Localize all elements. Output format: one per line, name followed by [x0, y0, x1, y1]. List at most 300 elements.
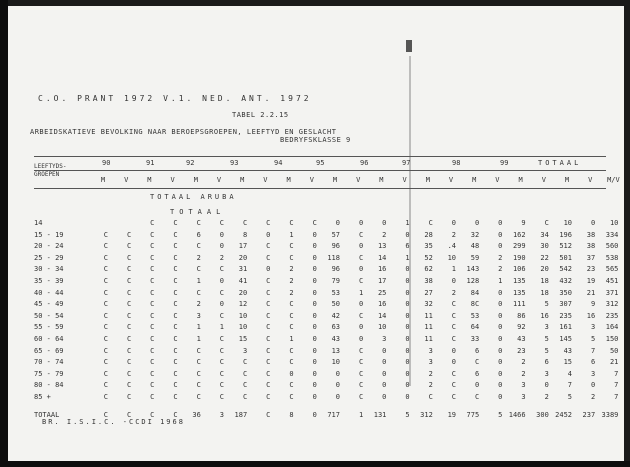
sub-header: V [170, 176, 175, 184]
value-cell: 3 [544, 369, 549, 378]
value-cell: 32 [470, 230, 480, 239]
value-cell: 14 [377, 311, 387, 320]
rule-top [34, 156, 606, 157]
table-row [34, 230, 619, 243]
value-cell: 20 [540, 265, 549, 274]
value-cell: 0 [312, 392, 317, 401]
table-row [34, 300, 619, 312]
table-row [34, 381, 619, 393]
value-cell: 1 [405, 219, 410, 227]
value-cell: 3 [219, 410, 224, 419]
value-cell: C [219, 392, 224, 401]
table-row [34, 219, 619, 231]
value-cell: C [150, 253, 155, 262]
value-cell: 0 [358, 242, 364, 251]
value-cell: 0 [405, 381, 410, 390]
sub-header: M [332, 176, 338, 184]
value-cell: C [150, 265, 155, 274]
sub-header: M [193, 176, 198, 184]
value-cell: 0 [451, 346, 456, 355]
group-header: 90 [102, 159, 111, 167]
value-cell: 334 [605, 230, 619, 239]
value-cell: C [451, 369, 456, 378]
value-cell: C [103, 369, 108, 378]
value-cell: 17 [377, 276, 387, 285]
table-row [34, 392, 619, 405]
value-cell: C [150, 276, 155, 285]
value-cell: C [150, 358, 155, 367]
value-cell: 0 [544, 381, 549, 390]
table-number: TABEL 2.2.15 [232, 111, 289, 119]
value-cell: C [451, 300, 456, 309]
value-cell: C [103, 381, 108, 390]
value-cell: C [358, 358, 364, 367]
value-cell: 79 [331, 276, 340, 285]
value-cell: 2 [451, 230, 456, 239]
value-cell: 717 [327, 410, 340, 419]
value-cell: C [451, 334, 456, 343]
value-cell: C [126, 253, 132, 262]
document-header: C.O. PRANT 1972 V.1. NED. ANT. 1972 [38, 94, 312, 103]
value-cell: 235 [605, 311, 619, 320]
value-cell: 6 [544, 358, 549, 367]
value-cell: 190 [512, 253, 526, 262]
value-cell: C [103, 288, 108, 297]
value-cell: 38 [586, 230, 596, 239]
age-cell: 65 - 69 [34, 346, 64, 355]
value-cell: 2 [289, 265, 294, 274]
value-cell: 2 [498, 253, 503, 262]
value-cell: C [196, 242, 201, 251]
value-cell: 2 [428, 369, 433, 378]
value-cell: 150 [605, 334, 619, 343]
value-cell: 0 [312, 311, 317, 320]
sub-header: V [402, 176, 407, 184]
value-cell: 6 [196, 230, 201, 239]
value-cell: C [358, 369, 364, 378]
value-cell: 2 [544, 392, 549, 401]
group-header: 93 [230, 159, 239, 167]
sub-header: M [472, 176, 477, 184]
value-cell: C [196, 381, 201, 390]
value-cell: 8 [242, 230, 248, 239]
value-cell: 6 [590, 358, 596, 367]
value-cell: C [242, 369, 248, 378]
value-cell: C [266, 392, 271, 401]
value-cell: 2 [451, 288, 456, 297]
value-cell: C [219, 346, 224, 355]
value-cell: C [196, 346, 201, 355]
value-cell: 312 [605, 300, 619, 309]
value-cell: 10 [563, 219, 572, 227]
sub-header: V [588, 176, 593, 184]
value-cell: 143 [466, 265, 480, 274]
value-cell: 3 [196, 311, 201, 320]
value-cell: 19 [586, 276, 596, 285]
value-cell: 0 [312, 230, 317, 239]
value-cell: 3389 [601, 410, 619, 419]
value-cell: 7 [614, 381, 619, 390]
value-cell: C [451, 381, 456, 390]
value-cell: 5 [498, 410, 503, 419]
value-cell: 0 [405, 392, 410, 401]
value-cell: C [126, 323, 132, 332]
value-cell: C [289, 219, 294, 227]
value-cell: 42 [331, 311, 340, 320]
table-row [34, 323, 619, 335]
value-cell: 0 [312, 369, 317, 378]
value-cell: 0 [289, 369, 294, 378]
sub-header: V [356, 176, 361, 184]
value-cell: 111 [512, 300, 526, 309]
value-cell: C [150, 410, 155, 419]
value-cell: 31 [238, 265, 248, 274]
age-group-label-line2: GROEPEN [34, 171, 60, 178]
value-cell: 0 [312, 381, 317, 390]
value-cell: C [266, 369, 271, 378]
value-cell: C [103, 334, 108, 343]
value-cell: 37 [586, 253, 596, 262]
value-cell: 0 [405, 369, 410, 378]
value-cell: 7 [590, 346, 596, 355]
value-cell: 21 [586, 288, 596, 297]
data-table [34, 219, 619, 422]
value-cell: C [173, 323, 178, 332]
value-cell: C [219, 288, 224, 297]
value-cell: 3 [590, 323, 596, 332]
value-cell: 0 [451, 276, 456, 285]
value-cell: C [196, 369, 201, 378]
value-cell: 0 [474, 219, 480, 227]
table-row [34, 288, 619, 301]
table-row [34, 265, 619, 277]
age-cell: 14 [34, 219, 43, 227]
value-cell: 48 [470, 242, 480, 251]
value-cell: 131 [373, 410, 387, 419]
group-header: 96 [360, 159, 369, 167]
value-cell: 0 [498, 369, 503, 378]
group-header: 91 [146, 159, 155, 167]
sub-header: M [147, 176, 152, 184]
value-cell: C [173, 369, 178, 378]
value-cell: 5 [567, 392, 572, 401]
age-cell: 75 - 79 [34, 369, 64, 378]
value-cell: 542 [559, 265, 572, 274]
value-cell: 6 [474, 369, 480, 378]
value-cell: C [358, 392, 364, 401]
value-cell: 1 [405, 253, 410, 262]
value-cell: C [150, 334, 155, 343]
age-cell: 30 - 34 [34, 265, 64, 274]
value-cell: C [196, 288, 201, 297]
value-cell: 23 [586, 265, 596, 274]
value-cell: 96 [331, 265, 340, 274]
value-cell: C [173, 265, 178, 274]
value-cell: 0 [405, 276, 410, 285]
value-cell: C [358, 276, 364, 285]
value-cell: 0 [498, 300, 503, 309]
value-cell: 0 [405, 358, 410, 367]
value-cell: 0 [498, 323, 503, 332]
rule-bottom [34, 188, 606, 189]
value-cell: 6 [405, 242, 410, 251]
value-cell: 15 [563, 358, 572, 367]
value-cell: C [173, 334, 178, 343]
value-cell: C [289, 311, 294, 320]
group-header: 92 [186, 159, 195, 167]
value-cell: 0 [498, 381, 503, 390]
value-cell: 10 [377, 323, 387, 332]
value-cell: 5 [590, 334, 596, 343]
value-cell: 0 [312, 242, 317, 251]
value-cell: C [173, 242, 178, 251]
table-title: ARBEIDSKATIEVE BEVOLKING NAAR BEROEPSGROEPEN, LEEFTYD EN GESLACHT [30, 128, 337, 136]
value-cell: 30 [540, 242, 549, 251]
value-cell: 7 [567, 381, 572, 390]
value-cell: 0 [498, 242, 503, 251]
value-cell: 63 [331, 323, 340, 332]
value-cell: C [358, 253, 364, 262]
value-cell: 1 [196, 334, 201, 343]
value-cell: 135 [512, 276, 526, 285]
value-cell: C [103, 410, 108, 419]
age-cell: 70 - 74 [34, 358, 64, 367]
value-cell: C [150, 381, 155, 390]
value-cell: C [242, 392, 248, 401]
sub-header: M [564, 176, 570, 184]
value-cell: 0 [312, 265, 317, 274]
group-header: 97 [402, 159, 411, 167]
table-row [34, 311, 619, 324]
value-cell: C [358, 381, 364, 390]
value-cell: 0 [335, 369, 340, 378]
value-cell: 371 [605, 288, 619, 297]
value-cell: C [219, 369, 224, 378]
value-cell: 235 [559, 311, 572, 320]
value-cell: C [219, 265, 224, 274]
value-cell: C [126, 410, 132, 419]
value-cell: C [173, 346, 178, 355]
value-cell: 18 [540, 276, 549, 285]
value-cell: C [150, 346, 155, 355]
value-cell: 0 [358, 323, 364, 332]
value-cell: 6 [474, 346, 480, 355]
value-cell: C [126, 276, 132, 285]
value-cell: C [266, 358, 271, 367]
value-cell: C [428, 392, 433, 401]
age-cell: 55 - 59 [34, 323, 64, 332]
value-cell: 53 [470, 311, 480, 320]
scan-smudge [406, 40, 412, 52]
value-cell: C [103, 276, 108, 285]
value-cell: 0 [358, 300, 364, 309]
value-cell: 0 [382, 381, 387, 390]
sub-header: V [216, 176, 222, 184]
value-cell: 62 [424, 265, 433, 274]
sex-subheaders [34, 176, 620, 186]
value-cell: 451 [605, 276, 619, 285]
value-cell: 1 [289, 230, 294, 239]
value-cell: C [126, 300, 132, 309]
value-cell: 0 [405, 323, 410, 332]
sub-header: V [124, 176, 129, 184]
group-header: 95 [316, 159, 325, 167]
value-cell: C [242, 219, 248, 227]
value-cell: 0 [219, 276, 224, 285]
value-cell: C [428, 219, 433, 227]
value-cell: 300 [536, 410, 549, 419]
sub-header: V [448, 176, 454, 184]
value-cell: 16 [586, 311, 596, 320]
table-row [34, 369, 619, 382]
value-cell: 25 [377, 288, 387, 297]
value-cell: 0 [405, 311, 410, 320]
value-cell: C [103, 253, 108, 262]
value-cell: 20 [238, 253, 248, 262]
value-cell: 0 [498, 392, 503, 401]
value-cell: 0 [498, 311, 503, 320]
value-cell: 3 [544, 323, 549, 332]
value-cell: C [219, 381, 224, 390]
value-cell: 106 [512, 265, 526, 274]
value-cell: C [266, 334, 271, 343]
value-cell: 9 [521, 219, 526, 227]
value-cell: C [289, 381, 294, 390]
value-cell: 8C [470, 300, 480, 309]
value-cell: C [173, 230, 178, 239]
value-cell: 10 [238, 323, 248, 332]
value-cell: 11 [424, 334, 433, 343]
value-cell: C [219, 358, 224, 367]
value-cell: C [451, 323, 456, 332]
value-cell: 5 [405, 410, 410, 419]
value-cell: 36 [192, 410, 201, 419]
value-cell: 2 [521, 369, 526, 378]
value-cell: 0 [312, 300, 317, 309]
value-cell: C [242, 381, 248, 390]
value-cell: 10 [331, 358, 340, 367]
value-cell: 33 [470, 334, 480, 343]
value-cell: C [126, 392, 132, 401]
value-cell: C [150, 288, 155, 297]
value-cell: 43 [331, 334, 340, 343]
value-cell: 0 [405, 265, 410, 274]
age-cell: 80 - 84 [34, 381, 64, 390]
value-cell: 0 [590, 381, 596, 390]
value-cell: 565 [605, 265, 619, 274]
value-cell: 187 [234, 410, 248, 419]
value-cell: 5 [544, 346, 549, 355]
value-cell: C [266, 323, 271, 332]
table-row [34, 242, 619, 254]
value-cell: 92 [517, 323, 526, 332]
value-cell: 0 [498, 219, 503, 227]
value-cell: 38 [424, 276, 433, 285]
value-cell: 0 [382, 369, 387, 378]
value-cell: 16 [377, 265, 387, 274]
value-cell: 2 [498, 265, 503, 274]
value-cell: 161 [559, 323, 572, 332]
value-cell: 21 [609, 358, 619, 367]
value-cell: C [126, 381, 132, 390]
value-cell: 0 [474, 381, 480, 390]
table-row [34, 346, 619, 359]
value-cell: 12 [238, 300, 248, 309]
value-cell: 10 [238, 311, 248, 320]
value-cell: 307 [559, 300, 572, 309]
value-cell: 237 [582, 410, 596, 419]
group-header: 94 [274, 159, 283, 167]
value-cell: 0 [498, 346, 503, 355]
value-cell: 3 [521, 381, 526, 390]
value-cell: 0 [405, 288, 410, 297]
sub-header: V [309, 176, 314, 184]
value-cell: C [544, 219, 549, 227]
value-cell: C [266, 242, 271, 251]
value-cell: C [289, 392, 294, 401]
value-cell: 128 [466, 276, 480, 285]
value-cell: 0 [335, 392, 340, 401]
table-row [34, 334, 619, 347]
value-cell: C [266, 311, 271, 320]
value-cell: 2 [382, 230, 387, 239]
value-cell: 3 [428, 346, 433, 355]
value-cell: 164 [605, 323, 619, 332]
value-cell: 0 [405, 230, 410, 239]
value-cell: C [173, 392, 178, 401]
value-cell: 0 [382, 392, 387, 401]
value-cell: C [266, 410, 271, 419]
value-cell: 3 [521, 392, 526, 401]
value-cell: 13 [377, 242, 387, 251]
value-cell: 1 [358, 410, 364, 419]
value-cell: C [266, 300, 271, 309]
value-cell: 432 [559, 276, 572, 285]
value-cell: C [196, 358, 201, 367]
value-cell: 1 [358, 288, 364, 297]
sub-header: V [263, 176, 268, 184]
sub-header: M [100, 176, 106, 184]
value-cell: C [196, 265, 201, 274]
value-cell: 0 [451, 358, 456, 367]
table-subtitle: BEDRYFSKLASSE 9 [280, 136, 351, 144]
value-cell: 38 [586, 242, 596, 251]
value-cell: 0 [498, 288, 503, 297]
value-cell: 19 [447, 410, 456, 419]
value-cell: 4 [567, 369, 572, 378]
sub-header: M [379, 176, 384, 184]
value-cell: 0 [312, 334, 317, 343]
value-cell: 5 [544, 334, 549, 343]
value-cell: C [173, 300, 178, 309]
value-cell: 27 [424, 288, 433, 297]
column-groups [34, 159, 606, 169]
value-cell: C [103, 311, 108, 320]
group-header-total: TOTAAL [538, 159, 582, 167]
value-cell: 0 [335, 219, 340, 227]
value-cell: 0 [335, 381, 340, 390]
value-cell: 560 [605, 242, 619, 251]
value-cell: 0 [266, 230, 271, 239]
value-cell: 57 [331, 230, 340, 239]
value-cell: C [150, 300, 155, 309]
value-cell: 59 [470, 253, 480, 262]
value-cell: 11 [424, 323, 433, 332]
scan-edge-left [0, 0, 8, 467]
value-cell: 0 [498, 334, 503, 343]
value-cell: C [150, 311, 155, 320]
value-cell: 86 [517, 311, 526, 320]
